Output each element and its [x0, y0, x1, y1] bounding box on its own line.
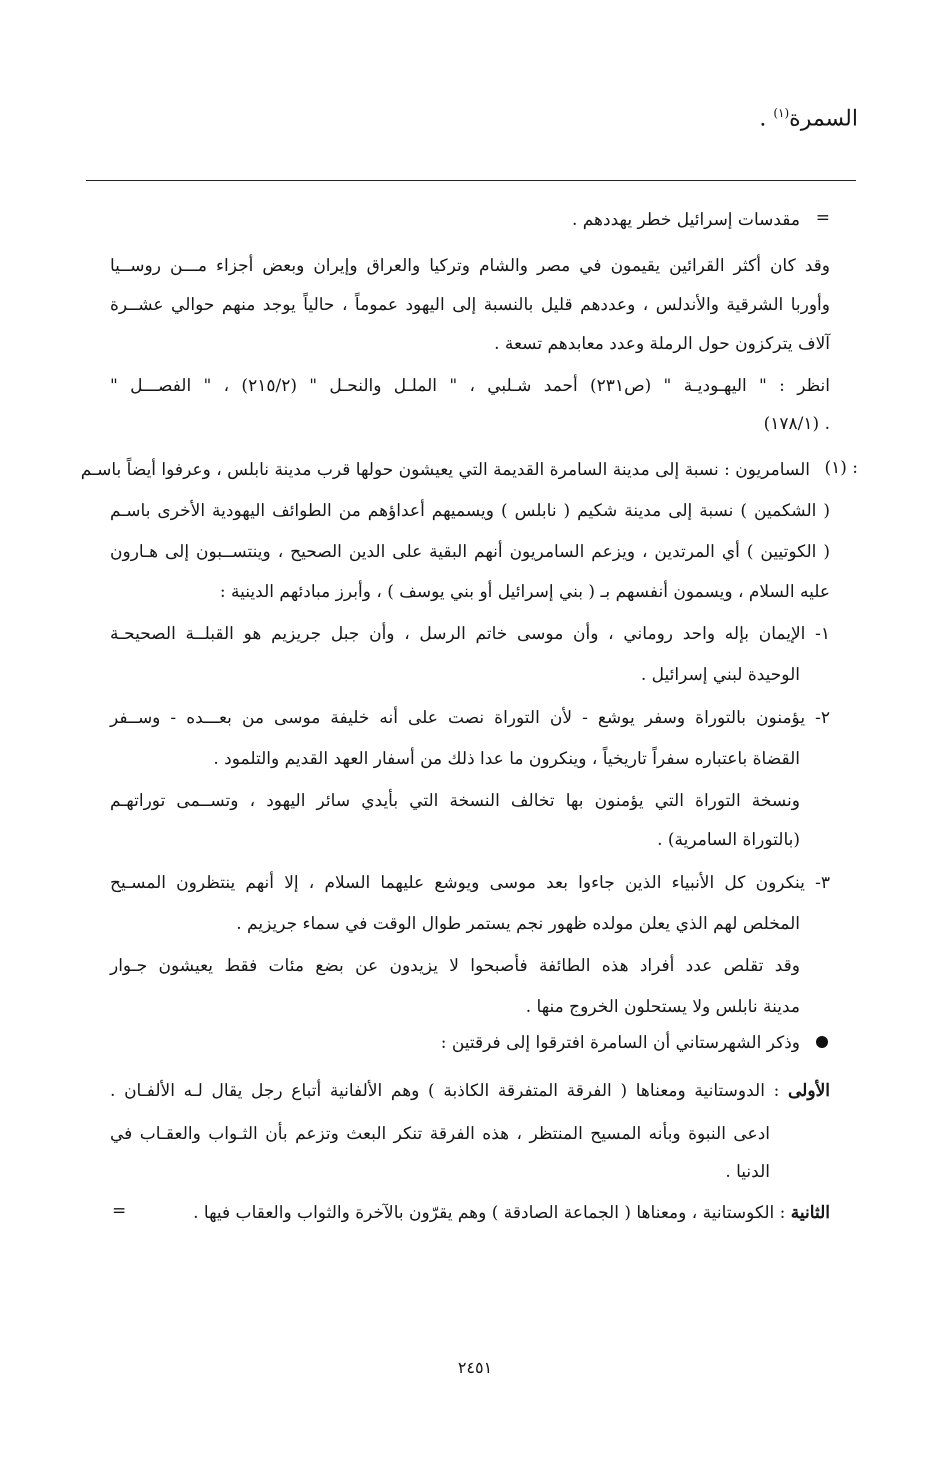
list-item-2-line-4: (بالتوراة السامرية) . — [657, 830, 800, 850]
footnote-1-line-1: السامريون : نسبة إلى مدينة السامرة القديمة التي يعيشون حولها قرب مدينة نابلس ، وعرفوا أيضاً باسـم — [80, 460, 810, 480]
list-item-1-line-1: ١- الإيمان بإله واحد روماني ، وأن موسى خاتم الرسل ، وأن جبل جريزيم هو القبلــة الصحيحـة — [110, 624, 830, 644]
continuation-marker: = — [815, 208, 830, 228]
footnote-1-line-3: ( الكوتيين ) أي المرتدين ، ويزعم السامريون أنهم البقية على الدين الصحيح ، وينتســبون إلى هـارون — [110, 542, 830, 562]
footnote-1-line-2: ( الشكمين ) نسبة إلى مدينة شكيم ( نابلس ) ويسميهم أعداؤهم من الطوائف اليهودية الأخرى باسـم — [110, 501, 830, 521]
list-item-2-line-2: القضاة باعتباره سفراً تاريخياً ، وينكرون ما عدا ذلك من أسفار العهد القديم والتلمود . — [213, 749, 800, 769]
bullet-icon — [816, 1036, 828, 1048]
continues-marker: = — [112, 1201, 127, 1221]
list-item-1-line-2: الوحيدة لبني إسرائيل . — [640, 665, 800, 685]
continuation-line-2: وقد كان أكثر القرائين يقيمون في مصر والشام وتركيا والعراق وإيران وبعض أجزاء مـــن روســيا — [110, 256, 830, 276]
list-item-3-line-2: المخلص لهم الذي يعلن مولده ظهور نجم يستمر طوال الوقت في سماء جريزيم . — [236, 914, 800, 934]
running-header — [759, 106, 858, 131]
continuation-line-4: آلاف يتركزون حول الرملة وعدد معابدهم تسعة . — [494, 334, 830, 354]
list-item-2-line-3: ونسخة التوراة التي يؤمنون بها تخالف النسخة التي بأيدي سائر اليهود ، وتســمى توراتهـم — [110, 791, 800, 811]
first-sect-label: الأولى — [788, 1081, 830, 1101]
header-footnote-ref: (١) — [773, 106, 790, 120]
header-tail: . — [759, 106, 774, 132]
list-item-3-line-4: مدينة نابلس ولا يستحلون الخروج منها . — [525, 997, 800, 1017]
second-sect-text: : الكوستانية ، ومعناها ( الجماعة الصادقة ) وهم يقرّون بالآخرة والثواب والعقاب فيها . — [193, 1203, 791, 1223]
list-item-3-line-1: ٣- ينكرون كل الأنبياء الذين جاءوا بعد موسى ويوشع عليهما السلام ، إلا أنهم ينتظرون المسـيح — [110, 873, 830, 893]
page-number: ٢٤٥١ — [457, 1358, 493, 1377]
bullet-line: وذكر الشهرستاني أن السامرة افترقوا إلى فرقتين : — [440, 1033, 800, 1053]
second-sect-label: الثانية — [790, 1203, 830, 1223]
continuation-line-1: مقدسات إسرائيل خطر يهددهم . — [571, 210, 800, 230]
first-sect-line-1 — [110, 1079, 830, 1103]
reference-line-1: انظر : " اليهـوديـة " (ص٢٣١) أحمد شـلبي ، " الملـل والنحـل " (٢١٥/٢) ، " الفصـــل " — [110, 376, 830, 396]
second-sect-line-1 — [193, 1201, 830, 1225]
first-sect-line-2: ادعى النبوة وبأنه المسيح المنتظر ، هذه الفرقة تنكر البعث وتزعم بأن الثـواب والعقـاب في — [110, 1124, 770, 1144]
list-item-3-line-3: وقد تقلص عدد أفراد هذه الطائفة فأصبحوا لا يزيدون عن بضع مئات فقط يعيشون جـوار — [110, 956, 800, 976]
reference-line-2: . (١٧٨/١) — [763, 414, 830, 434]
first-sect-line-3: الدنيا . — [725, 1162, 770, 1182]
footnote-separator — [86, 180, 856, 181]
footnote-1-line-4: عليه السلام ، ويسمون أنفسهم بـ ( بني إسرائيل أو بني يوسف ) ، وأبرز مبادئهم الدينية : — [219, 582, 830, 602]
first-sect-text: : الدوستانية ومعناها ( الفرقة المتفرقة الكاذبة ) وهم الألفانية أتباع رجل يقال لـه الألفـان . — [110, 1081, 789, 1101]
continuation-line-3: وأوربا الشرقية والأندلس ، وعددهم قليل بالنسبة إلى اليهود عموماً ، حالياً يوجد منهم حوالي عشــرة — [110, 295, 830, 315]
list-item-2-line-1: ٢- يؤمنون بالتوراة وسفر يوشع - لأن التوراة نصت على أنه خليفة موسى من بعـــده - وســفر — [110, 708, 830, 728]
footnote-1-marker: (١) : — [824, 458, 858, 478]
header-title: السمرة — [789, 106, 858, 132]
